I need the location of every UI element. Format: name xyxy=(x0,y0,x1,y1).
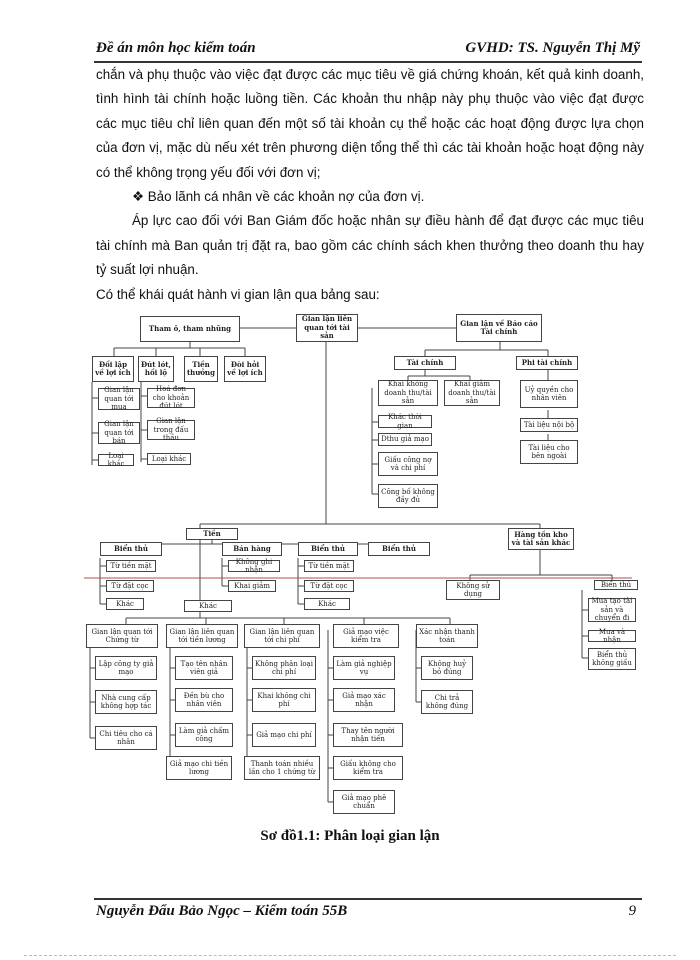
box-doi-lap: Đối lập về lợi ích xyxy=(92,356,134,382)
box-c3-2: Không phân loại chi phí xyxy=(252,656,316,680)
box-bien-thu-4: Biển thủ xyxy=(594,580,638,590)
box-bien-thu-2: Biển thủ xyxy=(298,542,358,556)
box-hang-ton-kho: Hàng tồn kho và tài sản khác xyxy=(508,528,574,550)
box-tu-tien-mat-1: Từ tiền mặt xyxy=(106,560,156,572)
box-c2-2: Tạo tên nhân viên giả xyxy=(175,656,233,680)
paragraph-1: chắn và phụ thuộc vào việc đạt được các mục tiêu về giá chứng khoán, kết quả kinh doanh, tình hình tài chính hoặc luồng tiền. Các khoản thu nhập này phụ thuộc vào việc đạt được các mục tiêu chỉ liên quan đến một số tài khoản cụ thể hoặc các hoạt động được lựa chọn của đơn vị, mặc dù nếu xét trên phương diện tổng thể thì các tài khoản hoặc hoạt động này có thể không trọng yếu đối với đơn vị; xyxy=(96,67,644,180)
box-khai-giam: Khai giảm doanh thu/tài sản xyxy=(444,380,500,406)
box-c4-6: Giả mạo phê chuẩn xyxy=(333,790,395,814)
box-c5-3: Chi trả không đúng xyxy=(421,690,473,714)
box-tai-lieu-noi-bo: Tài liệu nội bộ xyxy=(520,418,578,432)
box-c2-4: Làm giả chấm công xyxy=(175,723,233,747)
box-c4-2: Làm giả nghiệp vụ xyxy=(333,656,395,680)
box-c4-4: Thay tên người nhận tiền xyxy=(333,723,403,747)
box-c1-2: Lập công ty giả mạo xyxy=(95,656,157,680)
box-c2-5: Giả mạo chi tiền lương xyxy=(166,756,232,780)
box-c1-3: Nhà cung cấp không hợp tác xyxy=(95,690,157,714)
box-tu-dat-coc-1: Từ đặt cọc xyxy=(106,580,154,592)
box-ban-hang: Bán hàng xyxy=(222,542,282,556)
box-mua-tao-tai-san: Mua tạo tài sản và chuyển đi xyxy=(588,598,636,622)
box-doi-hoi: Đòi hỏi về lợi ích xyxy=(224,356,266,382)
box-c5-1: Xác nhận thanh toán xyxy=(416,624,478,648)
box-uy-quyen: Uỷ quyền cho nhân viên xyxy=(520,380,578,408)
footer-rule xyxy=(94,898,642,900)
box-khac-3: Khác xyxy=(304,598,350,610)
box-tai-lieu-ben-ngoai: Tài liệu cho bên ngoài xyxy=(520,440,578,464)
bullet-item: ❖ Bảo lãnh cá nhân về các khoản nợ của đơn vị. xyxy=(132,189,425,205)
box-khai-khong: Khai không doanh thu/tài sản xyxy=(378,380,438,406)
box-tai-chinh: Tài chính xyxy=(394,356,456,370)
box-c1-4: Chi tiêu cho cá nhân xyxy=(95,726,157,750)
box-giau-cong-no: Giấu công nợ và chi phí xyxy=(378,452,438,476)
box-dut-lot: Đút lót, hối lộ xyxy=(138,356,174,382)
box-tu-tien-mat-2: Từ tiền mặt xyxy=(304,560,354,572)
box-c3-4: Giả mạo chi phí xyxy=(252,723,316,747)
box-khac-thoi-gian: Khác thời gian xyxy=(378,415,432,428)
box-loai-khac-1: Loại khác xyxy=(98,454,134,466)
box-gian-lan-bctc: Gian lận về Báo cáo Tài chính xyxy=(456,314,542,342)
box-phi-tai-chinh: Phi tài chính xyxy=(516,356,578,370)
box-bien-thu-1: Biển thủ xyxy=(100,542,162,556)
box-tham-o: Tham ô, tham nhũng xyxy=(140,316,240,342)
box-dthu-gia-mao: Dthu giả mạo xyxy=(378,433,432,446)
box-khong-ghi-nhan: Không ghi nhận xyxy=(228,560,280,572)
box-c3-3: Khai không chi phí xyxy=(252,688,316,712)
diagram-caption: Sơ đồ1.1: Phân loại gian lận xyxy=(260,828,440,844)
box-c3-5: Thanh toán nhiều lần cho 1 chứng từ xyxy=(244,756,320,780)
box-khac-2: Khác xyxy=(184,600,232,612)
box-hoa-don: Hoá đơn cho khoản đút lót xyxy=(147,388,195,408)
footer-author: Nguyễn Đẩu Bảo Ngọc – Kiểm toán 55B xyxy=(96,903,348,919)
box-loai-khac-2: Loại khác xyxy=(147,453,191,465)
box-bien-thu-3: Biển thủ xyxy=(368,542,430,556)
box-c2-3: Đền bù cho nhân viên xyxy=(175,688,233,712)
box-gl-ban: Gian lận quan tới bán xyxy=(98,422,140,444)
box-c4-3: Giả mạo xác nhận xyxy=(333,688,395,712)
box-khong-su-dung: Không sử dụng xyxy=(446,580,500,600)
box-tu-dat-coc-2: Từ đặt cọc xyxy=(304,580,354,592)
box-khac-1: Khác xyxy=(106,598,144,610)
box-tien-thuong: Tiền thưởng xyxy=(184,356,218,382)
header-supervisor: GVHD: TS. Nguyễn Thị Mỹ xyxy=(465,40,640,56)
box-c4-5: Giấu không cho kiểm tra xyxy=(333,756,403,780)
box-khai-giam-2: Khai giảm xyxy=(228,580,276,592)
box-cong-bo: Công bố không đầy đủ xyxy=(378,484,438,508)
page-break-line xyxy=(24,955,676,956)
box-c3-1: Gian lận liên quan tới chi phí xyxy=(244,624,320,648)
header-title: Đề án môn học kiểm toán xyxy=(96,40,256,56)
box-gian-lan-tai-san: Gian lận liên quan tới tài sản xyxy=(296,314,358,342)
box-gl-mua: Gian lận quan tới mua xyxy=(98,388,140,410)
box-c4-1: Giả mạo việc kiểm tra xyxy=(333,624,399,648)
box-c5-2: Không huỷ bỏ đúng xyxy=(421,656,473,680)
page-number: 9 xyxy=(628,903,636,919)
paragraph-2: Áp lực cao đối với Ban Giám đốc hoặc nhân sự điều hành để đạt được các mục tiêu tài chính mà Ban quản trị đặt ra, bao gồm các chính sách khen thưởng theo doanh thu hay tỷ suất lợi nhuận. xyxy=(96,213,644,278)
paragraph-3: Có thể khái quát hành vi gian lận qua bảng sau: xyxy=(96,286,380,302)
box-tien: Tiền xyxy=(186,528,238,540)
box-gl-dau-thau: Gian lận trong đấu thầu xyxy=(147,420,195,440)
box-bien-thu-khong-giau: Biển thủ không giấu xyxy=(588,648,636,670)
box-c2-1: Gian lận liên quan tới tiền lương xyxy=(166,624,238,648)
box-mua-va-nhan: Mua và nhận xyxy=(588,630,636,642)
box-c1-1: Gian lận quan tới Chứng từ xyxy=(86,624,158,648)
